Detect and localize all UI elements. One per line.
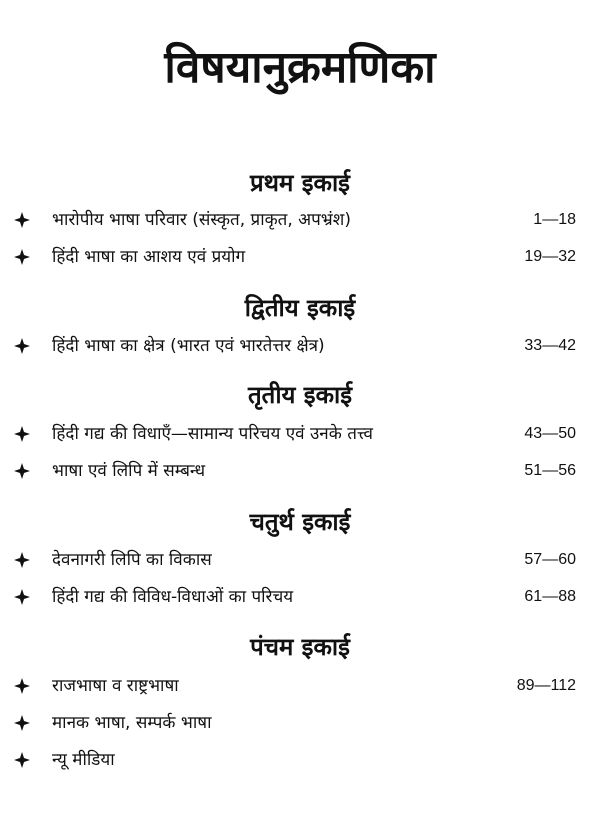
entry-title: हिंदी गद्य की विधाएँ—सामान्य परिचय एवं उनके तत्त्व [52,424,373,444]
entry-page-range: 1—18 [533,211,576,228]
diamond-bullet-icon [12,424,32,444]
entry-page-range: 51—56 [524,462,576,479]
entry-title: न्यू मीडिया [52,750,115,770]
diamond-bullet-icon [12,461,32,481]
list-item [0,418,600,450]
list-item [0,455,600,487]
entry-title: मानक भाषा, सम्पर्क भाषा [52,713,212,733]
entry-page-range: 19—32 [524,248,576,265]
diamond-bullet-icon [12,750,32,770]
entry-title: देवनागरी लिपि का विकास [52,550,212,570]
entry-title: भाषा एवं लिपि में सम्बन्ध [52,461,206,481]
entry-title: हिंदी गद्य की विविध-विधाओं का परिचय [52,587,294,607]
diamond-bullet-icon [12,210,32,230]
list-item [0,204,600,236]
list-item [0,241,600,273]
unit-heading: द्वितीय इकाई [244,294,356,322]
unit-heading: तृतीय इकाई [247,381,353,409]
entry-page-range: 33—42 [524,337,576,354]
list-item [0,670,600,702]
unit-heading: प्रथम इकाई [250,169,350,197]
entry-page-range: 57—60 [524,551,576,568]
entry-title: हिंदी भाषा का क्षेत्र (भारत एवं भारतेत्तर क्षेत्र) [52,336,325,356]
diamond-bullet-icon [12,336,32,356]
entry-page-range: 61—88 [524,588,576,605]
diamond-bullet-icon [12,550,32,570]
entry-title: राजभाषा व राष्ट्रभाषा [52,676,179,696]
entry-page-range: 43—50 [524,425,576,442]
page-title: विषयानुक्रमणिका [164,42,436,93]
list-item [0,744,600,776]
diamond-bullet-icon [12,247,32,267]
list-item [0,544,600,576]
list-item [0,330,600,362]
diamond-bullet-icon [12,587,32,607]
diamond-bullet-icon [12,713,32,733]
entry-page-range: 89—112 [516,677,576,694]
diamond-bullet-icon [12,676,32,696]
unit-heading: पंचम इकाई [250,633,350,661]
unit-heading: चतुर्थ इकाई [249,508,351,536]
list-item [0,581,600,613]
entry-title: हिंदी भाषा का आशय एवं प्रयोग [52,247,246,267]
entry-title: भारोपीय भाषा परिवार (संस्कृत, प्राकृत, अपभ्रंश) [52,210,351,230]
list-item [0,707,600,739]
